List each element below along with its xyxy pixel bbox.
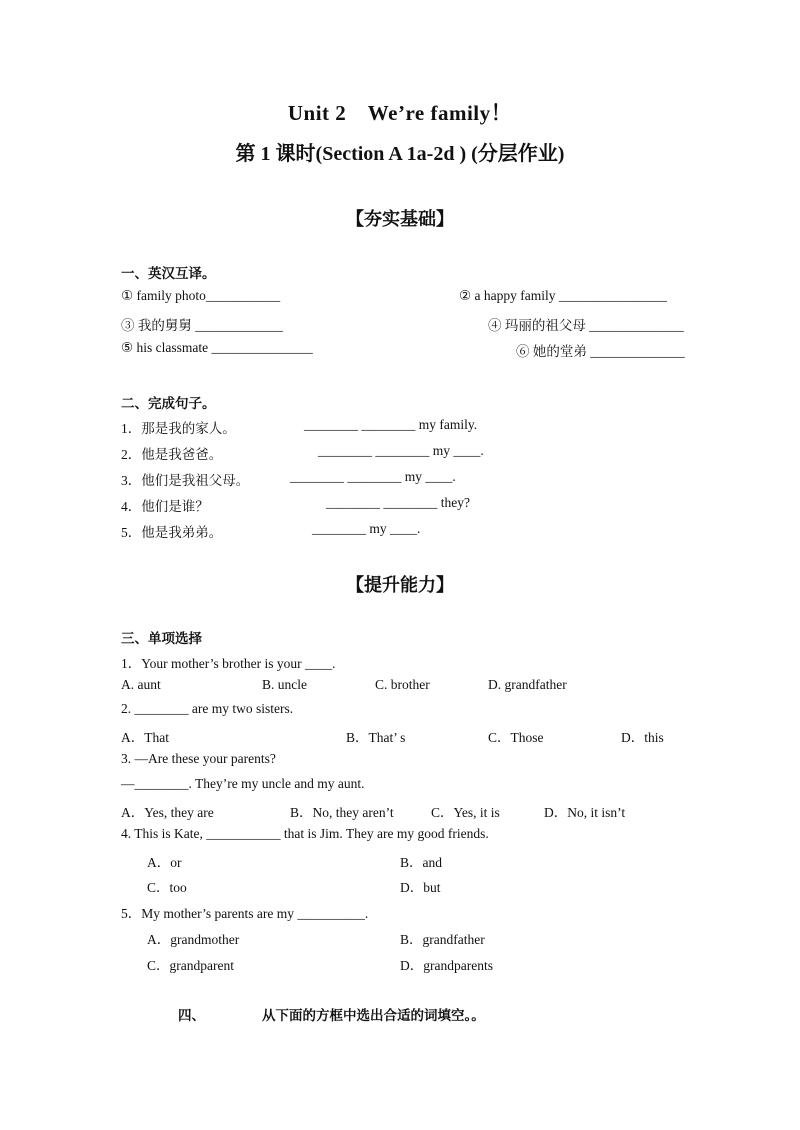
option-c: C．Those <box>488 730 544 745</box>
sentence-chinese: 4．他们是谁？ <box>121 499 209 514</box>
translation-item: ① family photo___________ <box>121 288 281 303</box>
part1-heading: 一、英汉互译。 <box>121 266 216 281</box>
option-c: C. brother <box>375 677 430 692</box>
question-stem: 5．My mother’s parents are my __________. <box>121 906 369 921</box>
option-b: B．grandfather <box>400 932 485 947</box>
question-stem: 4. This is Kate, ___________ that is Jim. They are my good friends. <box>121 826 489 841</box>
part2-heading: 二、完成句子。 <box>121 396 216 411</box>
part4-heading: 从下面的方框中选出合适的词填空。。 <box>262 1008 485 1023</box>
option-a: A．Yes, they are <box>121 805 214 820</box>
sentence-blank: ________ my ____. <box>312 521 421 536</box>
option-c: C．grandparent <box>147 958 234 973</box>
sentence-chinese: 5．他是我弟弟。 <box>121 525 223 540</box>
option-a: A. aunt <box>121 677 161 692</box>
part4-number: 四、 <box>178 1008 205 1023</box>
option-d: D．grandparents <box>400 958 493 973</box>
question-reply: —________. They’re my uncle and my aunt. <box>121 776 365 791</box>
translation-item: ② a happy family ________________ <box>459 288 667 303</box>
option-b: B．No, they aren’t <box>290 805 394 820</box>
sentence-blank: ________ ________ my ____. <box>290 469 456 484</box>
option-a: A．or <box>147 855 182 870</box>
sentence-chinese: 3．他们是我祖父母。 <box>121 473 250 488</box>
part3-heading: 三、单项选择 <box>121 631 202 646</box>
option-c: C．too <box>147 880 187 895</box>
option-d: D．No, it isn’t <box>544 805 626 820</box>
sentence-blank: ________ ________ they? <box>326 495 470 510</box>
option-a: A．grandmother <box>147 932 240 947</box>
option-b: B．That’ s <box>346 730 406 745</box>
option-a: A．That <box>121 730 169 745</box>
option-c: C．Yes, it is <box>431 805 500 820</box>
page-subtitle: 第 1 课时(Section A 1a-2d ) (分层作业) <box>235 143 565 165</box>
option-d: D．but <box>400 880 441 895</box>
question-stem: 1．Your mother’s brother is your ____. <box>121 656 336 671</box>
section-heading-improve: 【提升能力】 <box>346 575 454 595</box>
option-d: D. grandfather <box>488 677 567 692</box>
option-b: B．and <box>400 855 442 870</box>
translation-item: ⑤ his classmate _______________ <box>121 340 313 355</box>
option-d: D．this <box>621 730 664 745</box>
translation-item: ⑥ 她的堂弟 ______________ <box>516 344 685 359</box>
sentence-blank: ________ ________ my family. <box>304 417 478 432</box>
sentence-chinese: 1．那是我的家人。 <box>121 421 236 436</box>
translation-item: ④ 玛丽的祖父母 ______________ <box>488 318 684 333</box>
question-stem: 3. —Are these your parents? <box>121 751 276 766</box>
option-b: B. uncle <box>262 677 307 692</box>
sentence-blank: ________ ________ my ____. <box>318 443 484 458</box>
section-heading-basics: 【夯实基础】 <box>346 209 454 229</box>
sentence-chinese: 2．他是我爸爸。 <box>121 447 223 462</box>
page-title: Unit 2 We’re family！ <box>287 101 513 125</box>
question-stem: 2. ________ are my two sisters. <box>121 701 294 716</box>
translation-item: ③ 我的舅舅 _____________ <box>121 318 283 333</box>
